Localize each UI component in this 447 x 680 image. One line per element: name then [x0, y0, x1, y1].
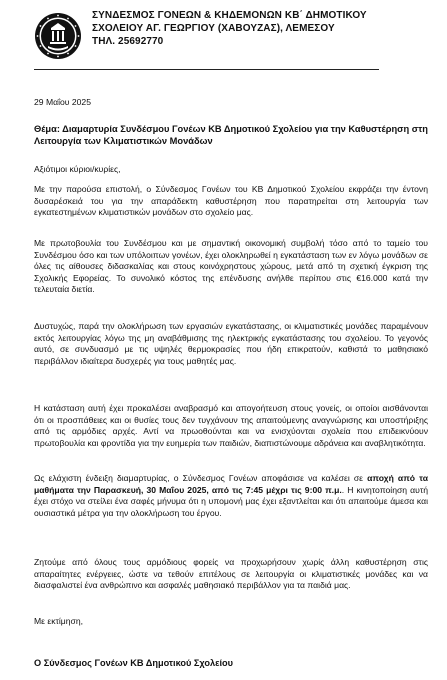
letter-subject: Θέμα: Διαμαρτυρία Συνδέσμου Γονέων ΚΒ Δημοτικού Σχολείου για την Καθυστέρηση στη Λειτουργία των Κλιματιστικών Μονάδων [34, 124, 428, 147]
paragraph-5 [34, 473, 428, 519]
letter-closing: Με εκτίμηση, [34, 616, 84, 626]
paragraph-1: Με την παρούσα επιστολή, ο Σύνδεσμος Γονέων του ΚΒ Δημοτικού Σχολείου εκφράζει την έντονη δυσαρέσκειά του για την απαράδεκτη καθυστέρηση που παρατηρείται στη λειτουργία των εγκατεστημένων κλιματιστικών μονάδων στο σχολείο μας. [34, 184, 428, 218]
letter-date: 29 Μαΐου 2025 [34, 97, 91, 107]
paragraph-3: Δυστυχώς, παρά την ολοκλήρωση των εργασιών εγκατάστασης, οι κλιματιστικές μονάδες παραμένουν εκτός λειτουργίας λόγω της μη αναβάθμισης της ηλεκτρικής εγκατάστασης του σχολείου. Το γεγονός αυτό, σε συνδυασμό με τις υψηλές θερμοκρασίες που ήδη επικρατούν, καθιστά το μαθησιακό περιβάλλον ιδιαίτερα δυσχερές για τους μαθητές μας. [34, 321, 428, 366]
letterhead-line-1: ΣΥΝΔΕΣΜΟΣ ΓΟΝΕΩΝ & ΚΗΔΕΜΟΝΩΝ ΚΒ΄ ΔΗΜΟΤΙΚΟΥ [92, 10, 367, 21]
letter-greeting: Αξιότιμοι κύριοι/κυρίες, [34, 164, 121, 174]
school-crest-icon [34, 12, 82, 60]
paragraph-5-rest: . Η κινητοποίηση αυτή έχει στόχο να στείλει ένα σαφές μήνυμα ότι η υπομονή μας έχει εξαντλείται και ότι απαιτούμε άμεσα και ουσιαστικά μέτρα για την ολοκλήρωση του έργου. [34, 484, 428, 518]
paragraph-4: Η κατάσταση αυτή έχει προκαλέσει αναβρασμό και απογοήτευση στους γονείς, οι οποίοι αισθάνονται ότι οι προσπάθειες και οι θυσίες τους δεν τυγχάνουν της απαιτούμενης αναγνώρισης και υποστήριξης από τις αρμόδιες αρχές. Αντί να πρωοθούνται και να ενισχύονται σχολεία που επιδεικνύουν πρωτοβουλία και φροντίδα για την ευημερία των παιδιών, διαπιστώνουμε αδράνεια και αναβλητικότητα. [34, 403, 428, 448]
letterhead-phone: ΤΗΛ. 25692770 [92, 35, 164, 47]
paragraph-2: Με πρωτοβουλία του Συνδέσμου και με σημαντική οικονομική συμβολή τόσο από το ταμείο του Συνδέσμου όσο και των υπόλοιπων γονέων, έχει ολοκληρωθεί η εγκατάσταση των εν λόγω μονάδων σε όλες τις αίθουσες διδασκαλίας και στους κοινόχρηστους χώρους, μετά από τη σχετική έγκριση της Σχολικής Εφορείας. Το συνολικό κόστος της επένδυσης ανήλθε περίπου στις €16.000 κατά την τελευταία διετία. [34, 238, 428, 295]
letter-signature: Ο Σύνδεσμος Γονέων ΚΒ Δημοτικού Σχολείου [34, 658, 233, 668]
header-divider [34, 69, 379, 70]
letterhead [92, 10, 432, 48]
paragraph-6: Ζητούμε από όλους τους αρμόδιους φορείς να προχωρήσουν χωρίς άλλη καθυστέρηση στις απαραίτητες ενέργειες, ώστε να τεθούν επιτέλους σε λειτουργία οι κλιματιστικές μονάδες και να διασφαλιστεί ένα ανθρώπινο και ασφαλές μαθησιακό περιβάλλον για τα παιδιά μας. [34, 557, 428, 591]
paragraph-5-intro: Ως ελάχιστη ένδειξη διαμαρτυρίας, ο Σύνδεσμος Γονέων αποφάσισε να καλέσει σε [34, 473, 368, 483]
paragraph-5-highlight: αποχή από τα μαθήματα την Παρασκευή, 30 Μαΐου 2025, από τις 7:45 μέχρι τις 9:00 π.μ. [34, 473, 428, 495]
letterhead-line-2: ΣΧΟΛΕΙΟΥ ΑΓ. ΓΕΩΡΓΙΟΥ (ΧΑΒΟΥΖΑΣ), ΛΕΜΕΣΟΥ [92, 22, 335, 34]
